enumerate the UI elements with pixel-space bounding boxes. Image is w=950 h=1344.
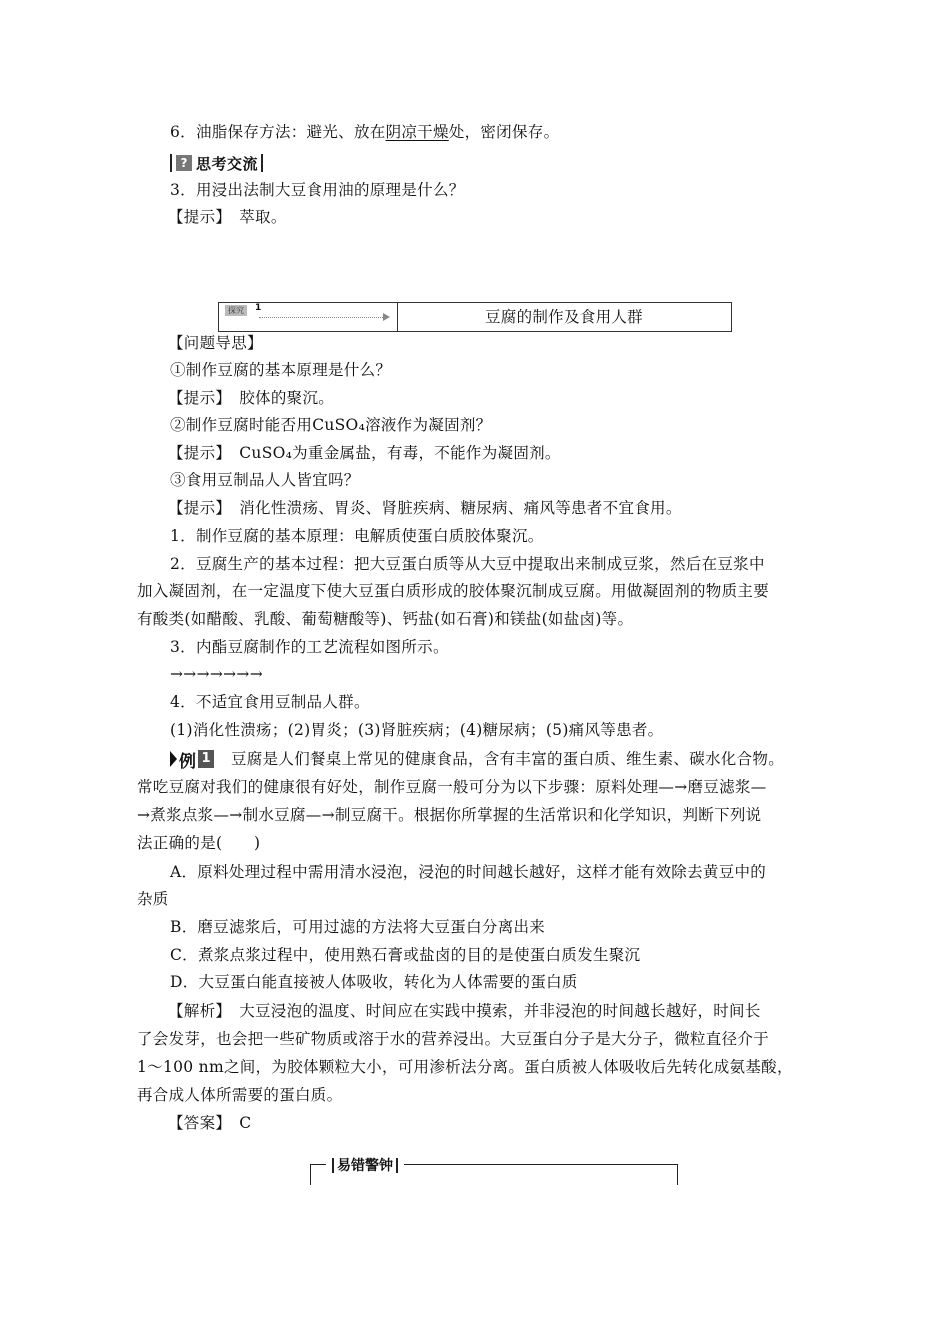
guide-question-3: ③食用豆制品人人皆宜吗？ [170,471,360,489]
heading-bar-icon [170,154,172,172]
question-mark-icon: ? [176,155,192,171]
think-exchange-heading [170,152,265,174]
option-c: C．煮浆点浆过程中，使用熟石膏或盐卤的目的是使蛋白质发生聚沉 [170,946,641,964]
guide-question-1: ①制作豆腐的基本原理是什么？ [170,361,392,379]
warning-box [310,1155,678,1185]
example-word: 例 [179,751,196,772]
dotted-line [259,317,387,318]
think-exchange-label: 思考交流 [196,154,259,173]
analysis-cont: 再合成人体所需要的蛋白质。 [137,1086,343,1104]
example-stem: 常吃豆腐对我们的健康很有好处，制作豆腐一般可分为以下步骤：原料处理—→磨豆滤浆— [137,778,767,796]
point-1: 1．制作豆腐的基本原理：电解质使蛋白质胶体聚沉。 [170,527,544,545]
analysis-cont: 了会发芽，也会把一些矿物质或溶于水的营养浸出。大豆蛋白分子是大分子，微粒直径介于 [137,1030,770,1048]
point-2: 2．豆腐生产的基本过程：把大豆蛋白质等从大豆中提取出来制成豆浆，然后在豆浆中 [170,555,765,573]
guide-hint-2: 【提示】 CuSO₄为重金属盐，有毒，不能作为凝固剂。 [168,444,561,462]
question-3: 3．用浸出法制大豆食用油的原理是什么？ [170,181,465,199]
process-arrows: →→→→→→→ [170,665,264,683]
analysis: 【解析】 大豆浸泡的温度、时间应在实践中摸索，并非浸泡的时间越长越好，时间长 [168,1002,761,1020]
point-2-cont: 加入凝固剂，在一定温度下使大豆蛋白质形成的胶体聚沉制成豆腐。用做凝固剂的物质主要 [137,582,770,600]
storage-method-line [170,121,559,143]
arrow-right-icon [383,313,390,321]
guide-question-2: ②制作豆腐时能否用CuSO₄溶液作为凝固剂？ [170,416,492,434]
explore-number: 1 [255,303,262,313]
guide-hint-3: 【提示】 消化性溃疡、胃炎、肾脏疾病、糖尿病、痛风等患者不宜食用。 [168,499,682,517]
point-3: 3．内酯豆腐制作的工艺流程如图所示。 [170,638,449,656]
warning-box-border [310,1164,311,1185]
option-a: A．原料处理过程中需用清水浸泡，浸泡的时间越长越好，这样才能有效除去黄豆中的 [170,863,767,881]
triangle-icon [170,751,177,767]
option-d: D．大豆蛋白能直接被人体吸收，转化为人体需要的蛋白质 [170,973,578,991]
explore-tag: 探究 [225,305,247,316]
heading-bar-icon [261,154,263,172]
example-badge [170,749,214,772]
warning-label [326,1155,404,1175]
point-4: 4．不适宜食用豆制品人群。 [170,693,370,711]
heading-bar-icon [396,1158,398,1173]
explore-title: 豆腐的制作及食用人群 [484,308,643,326]
example-stem: →煮浆点浆—→制水豆腐—→制豆腐干。根据你所掌握的生活常识和化学知识，判断下列说 [137,806,762,824]
example-stem: 豆腐是人们餐桌上常见的健康食品，含有丰富的蛋白质、维生素、碳水化合物。 [231,750,785,768]
explore-tag-area [219,303,398,331]
point-2-cont: 有酸类(如醋酸、乳酸、葡萄糖酸等)、钙盐(如石膏)和镁盐(如盐卤)等。 [137,610,634,628]
example-number: 1 [198,750,214,768]
point-4-list: (1)消化性溃疡；(2)胃炎；(3)肾脏疾病；(4)糖尿病；(5)痛风等患者。 [170,721,664,739]
option-b: B．磨豆滤浆后，可用过滤的方法将大豆蛋白分离出来 [170,918,546,936]
heading-bar-icon [332,1158,334,1173]
analysis-cont: 1～100 nm之间，为胶体颗粒大小，可用渗析法分离。蛋白质被人体吸收后先转化成氨基酸， [137,1058,793,1076]
hint-q3: 【提示】 萃取。 [168,208,287,226]
explore-section-header [218,302,732,332]
warning-box-border [677,1164,678,1185]
answer: 【答案】 C [168,1114,252,1132]
example-stem: 法正确的是( ) [137,834,261,852]
option-a-cont: 杂质 [137,890,169,908]
guide-hint-1: 【提示】 胶体的聚沉。 [168,389,335,407]
storage-method-text: 6．油脂保存方法：避光、放在 [170,123,386,141]
warning-label-text: 易错警钟 [337,1158,393,1174]
guide-title: 【问题导思】 [168,334,263,352]
storage-method-underlined: 阴凉干燥 [385,123,449,141]
storage-method-tail: 处，密闭保存。 [448,123,560,141]
